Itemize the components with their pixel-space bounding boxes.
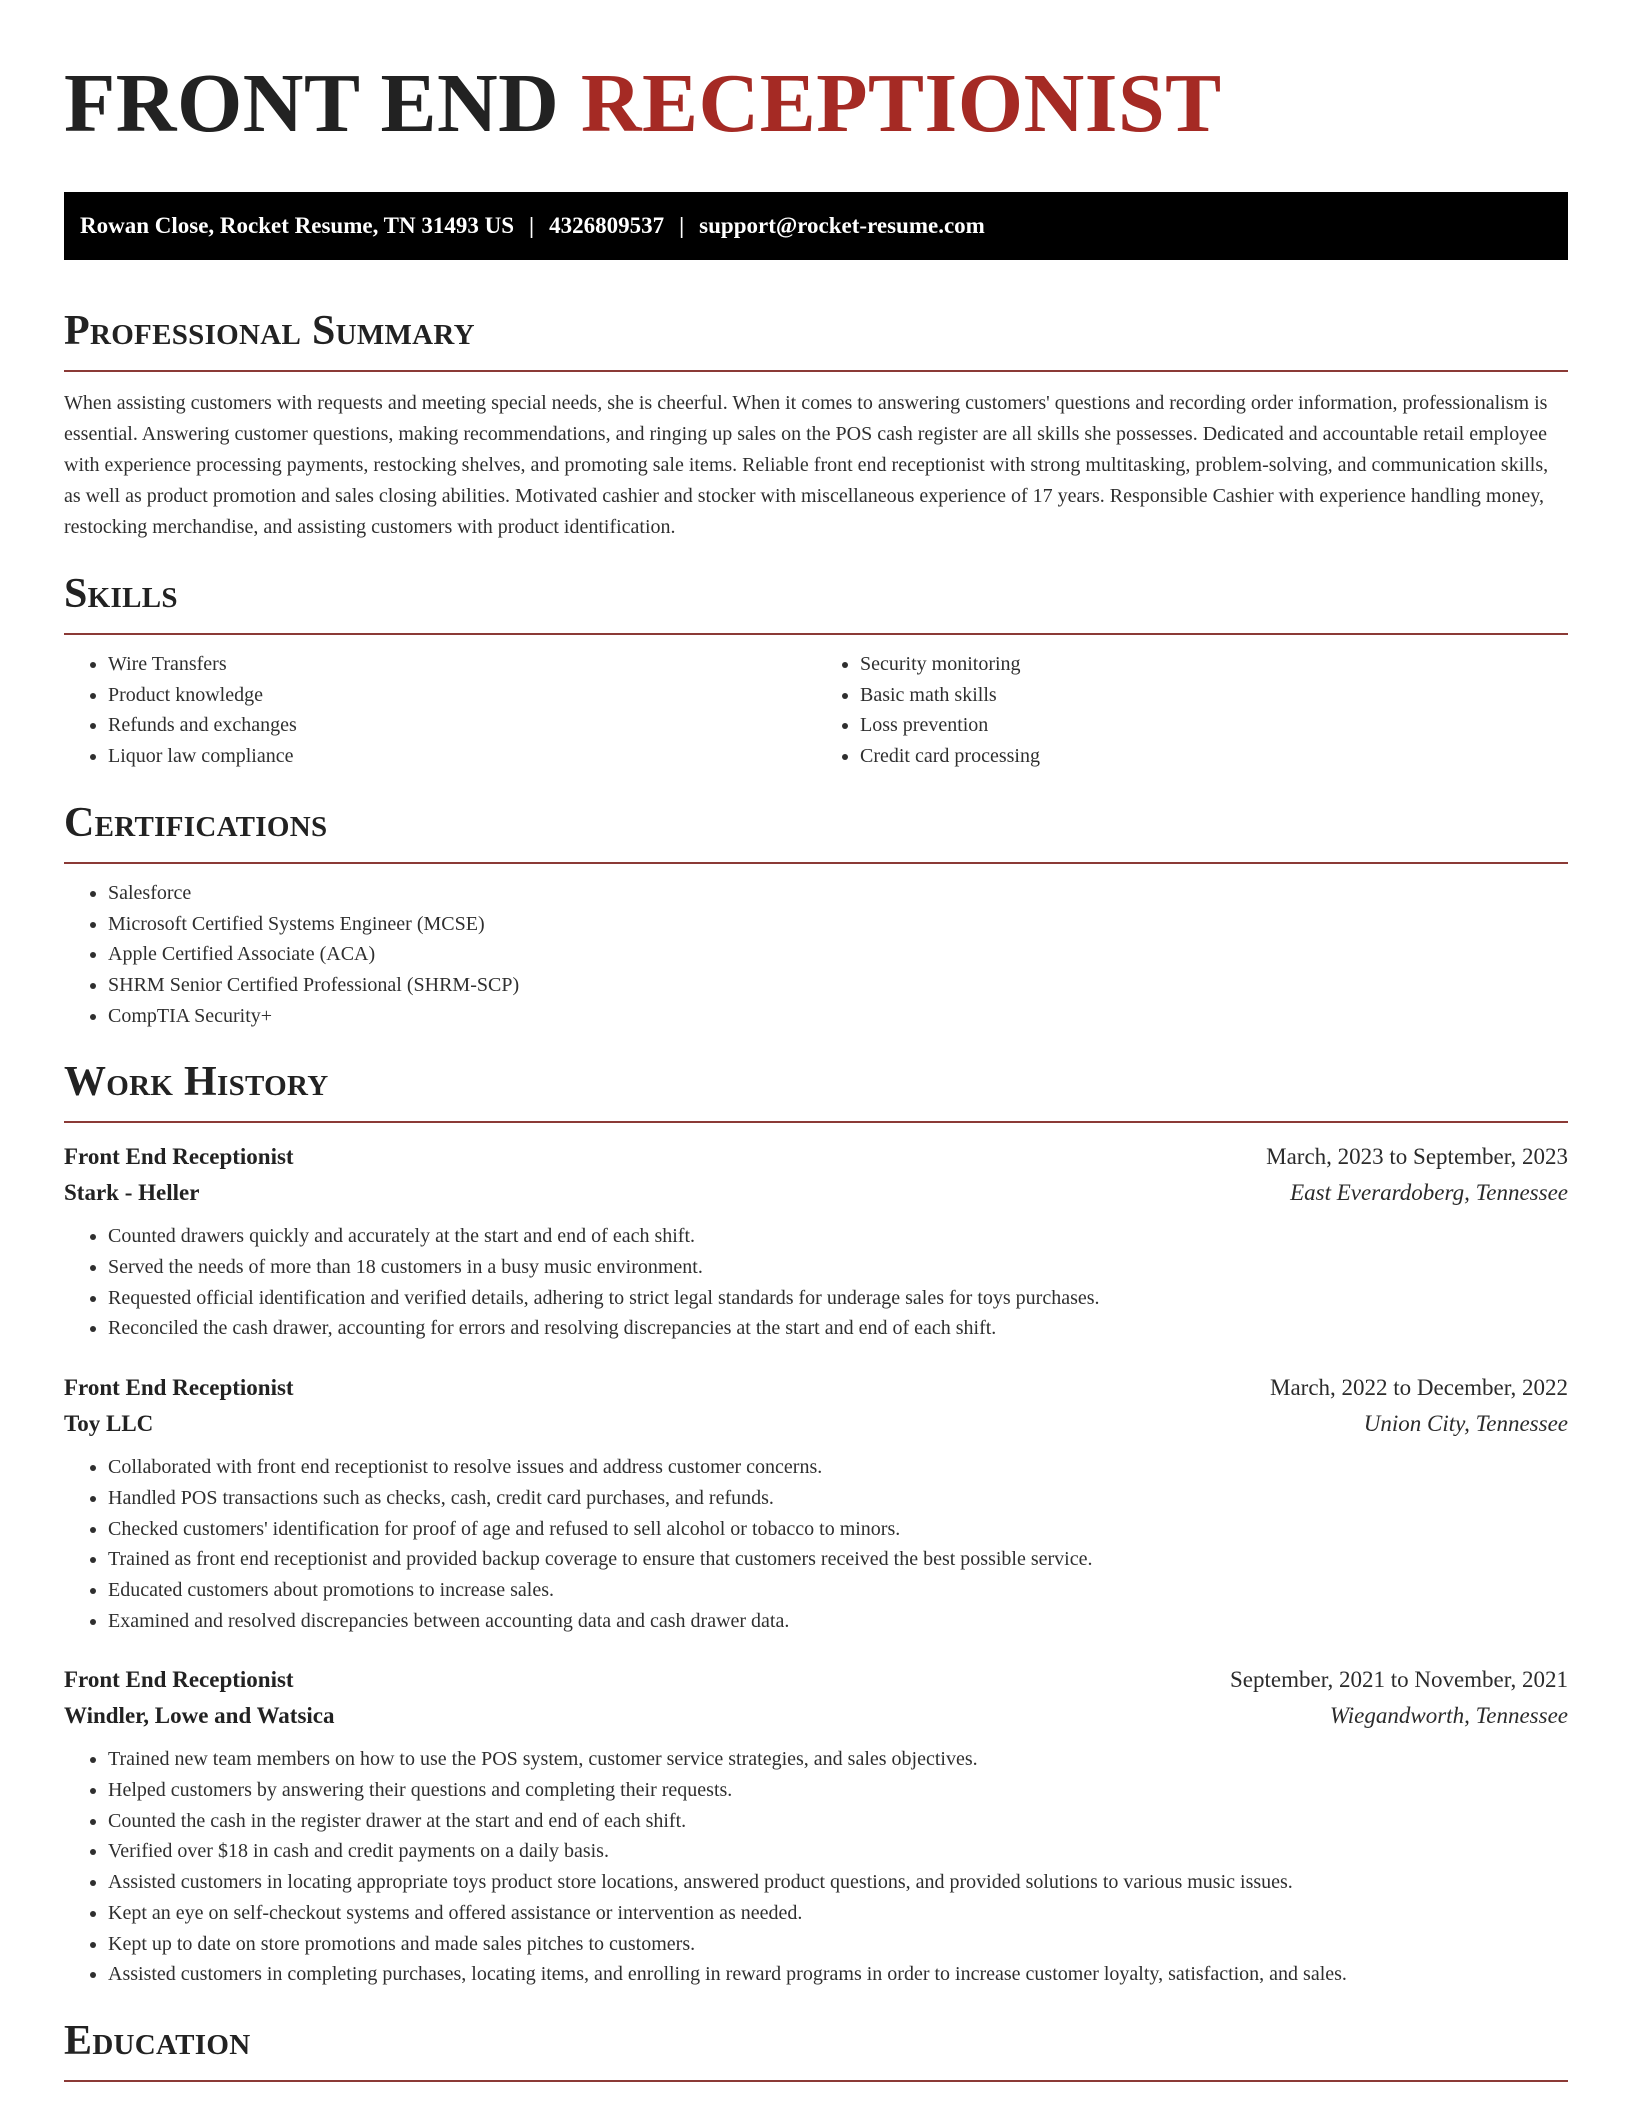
job-dates: March, 2023 to September, 2023 xyxy=(1266,1144,1568,1170)
contact-email: support@rocket-resume.com xyxy=(699,213,985,238)
contact-address: Rowan Close, Rocket Resume, TN 31493 US xyxy=(80,213,515,238)
skill-item: • Basic math skills xyxy=(860,680,1568,711)
summary-text: When assisting customers with requests and meeting special needs, she is cheerful. When it comes to answering customers' questions and recording order information, professionalism is essential. Answering customer questions, making recommendations, and ringing up sales on the POS cash register are all skills she possesses. Dedicated and accountable retail employee with experience processing payments, restocking shelves, and promoting sale items. Reliable front end receptionist with strong multitasking, problem-solving, and communication skills, as well as product promotion and sales closing abilities. Motivated cashier and stocker with miscellaneous experience of 17 years. Responsible Cashier with experience handling money, restocking merchandise, and assisting customers with product identification. xyxy=(64,392,1549,538)
job-entry xyxy=(64,1370,1568,1636)
resume-title xyxy=(64,0,1568,148)
job-entry xyxy=(64,1662,1568,1990)
job-header xyxy=(64,1139,1568,1175)
title-main: FRONT END xyxy=(64,57,560,150)
job-bullet: • Served the needs of more than 18 customers in a busy music environment. xyxy=(108,1252,1568,1283)
skill-item: • Credit card processing xyxy=(860,741,1568,772)
contact-separator: | xyxy=(529,213,535,238)
job-bullet: • Helped customers by answering their questions and completing their requests. xyxy=(108,1775,1568,1806)
job-subheader xyxy=(64,1406,1568,1442)
job-bullet: • Kept an eye on self-checkout systems and offered assistance or intervention as needed. xyxy=(108,1898,1568,1929)
job-bullet: • Kept up to date on store promotions and made sales pitches to customers. xyxy=(108,1929,1568,1960)
job-dates: March, 2022 to December, 2022 xyxy=(1270,1375,1568,1401)
certifications-section xyxy=(64,798,1568,1032)
job-company: Toy LLC xyxy=(64,1411,154,1437)
job-company: Stark - Heller xyxy=(64,1180,200,1206)
work-history-section xyxy=(64,1057,1568,1990)
job-subheader xyxy=(64,1698,1568,1734)
section-divider xyxy=(64,1121,1568,1123)
skills-grid xyxy=(64,635,1568,772)
contact-separator: | xyxy=(679,213,685,238)
job-header xyxy=(64,1662,1568,1698)
skill-item: • Product knowledge xyxy=(108,680,816,711)
job-title: Front End Receptionist xyxy=(64,1375,294,1401)
job-bullet: • Verified over $18 in cash and credit payments on a daily basis. xyxy=(108,1836,1568,1867)
certification-item: • Salesforce xyxy=(108,878,1568,909)
job-bullet: • Educated customers about promotions to increase sales. xyxy=(108,1575,1568,1606)
skill-item: • Refunds and exchanges xyxy=(108,710,816,741)
job-bullets xyxy=(64,1221,1568,1344)
job-bullet: • Trained as front end receptionist and provided backup coverage to ensure that customers received the best possible service. xyxy=(108,1544,1568,1575)
job-subheader xyxy=(64,1175,1568,1211)
skills-list-right xyxy=(816,649,1568,772)
skill-item: • Loss prevention xyxy=(860,710,1568,741)
job-bullets xyxy=(64,1452,1568,1636)
job-header xyxy=(64,1370,1568,1406)
job-entry xyxy=(64,1139,1568,1344)
title-accent: RECEPTIONIST xyxy=(580,57,1222,150)
section-divider xyxy=(64,862,1568,864)
skill-item: • Wire Transfers xyxy=(108,649,816,680)
section-heading: Education xyxy=(64,2017,251,2064)
certifications-list xyxy=(64,878,1568,1032)
job-location: East Everardoberg, Tennessee xyxy=(1290,1180,1568,1206)
job-bullet: • Requested official identification and verified details, adhering to strict legal standards for underage sales for toys purchases. xyxy=(108,1283,1568,1314)
skill-item: • Liquor law compliance xyxy=(108,741,816,772)
contact-phone: 4326809537 xyxy=(549,213,665,238)
job-bullet: • Assisted customers in completing purchases, locating items, and enrolling in reward programs in order to increase customer loyalty, satisfaction, and sales. xyxy=(108,1959,1568,1990)
certification-item: • SHRM Senior Certified Professional (SHRM-SCP) xyxy=(108,970,1568,1001)
certification-item: • Microsoft Certified Systems Engineer (MCSE) xyxy=(108,909,1568,940)
section-heading: Work History xyxy=(64,1059,329,1106)
section-divider xyxy=(64,2080,1568,2082)
job-bullet: • Collaborated with front end receptionist to resolve issues and address customer concerns. xyxy=(108,1452,1568,1483)
section-heading: Skills xyxy=(64,571,178,617)
job-location: Wiegandworth, Tennessee xyxy=(1329,1703,1568,1729)
summary-section xyxy=(64,306,1568,543)
job-location: Union City, Tennessee xyxy=(1363,1411,1568,1437)
job-bullet: • Checked customers' identification for proof of age and refused to sell alcohol or tobacco to minors. xyxy=(108,1514,1568,1545)
job-bullet: • Examined and resolved discrepancies between accounting data and cash drawer data. xyxy=(108,1606,1568,1637)
skill-item: • Security monitoring xyxy=(860,649,1568,680)
job-title: Front End Receptionist xyxy=(64,1667,294,1693)
certification-item: • CompTIA Security+ xyxy=(108,1001,1568,1032)
section-heading: Certifications xyxy=(64,799,328,846)
skills-list-left xyxy=(64,649,816,772)
job-bullet: • Handled POS transactions such as checks, cash, credit card purchases, and refunds. xyxy=(108,1483,1568,1514)
job-company: Windler, Lowe and Watsica xyxy=(64,1703,335,1729)
job-bullet: • Counted drawers quickly and accurately at the start and end of each shift. xyxy=(108,1221,1568,1252)
contact-bar xyxy=(64,192,1568,260)
skills-section xyxy=(64,569,1568,772)
job-bullets xyxy=(64,1744,1568,1990)
education-section xyxy=(64,2016,1568,2082)
certification-item: • Apple Certified Associate (ACA) xyxy=(108,939,1568,970)
job-bullet: • Counted the cash in the register drawer at the start and end of each shift. xyxy=(108,1806,1568,1837)
section-heading: Professional Summary xyxy=(64,308,475,354)
job-dates: September, 2021 to November, 2021 xyxy=(1230,1667,1568,1693)
section-divider xyxy=(64,370,1568,372)
job-bullet: • Reconciled the cash drawer, accounting for errors and resolving discrepancies at the start and end of each shift. xyxy=(108,1313,1568,1344)
job-bullet: • Assisted customers in locating appropriate toys product store locations, answered product questions, and provided solutions to various music issues. xyxy=(108,1867,1568,1898)
job-title: Front End Receptionist xyxy=(64,1144,294,1170)
job-bullet: • Trained new team members on how to use the POS system, customer service strategies, and sales objectives. xyxy=(108,1744,1568,1775)
